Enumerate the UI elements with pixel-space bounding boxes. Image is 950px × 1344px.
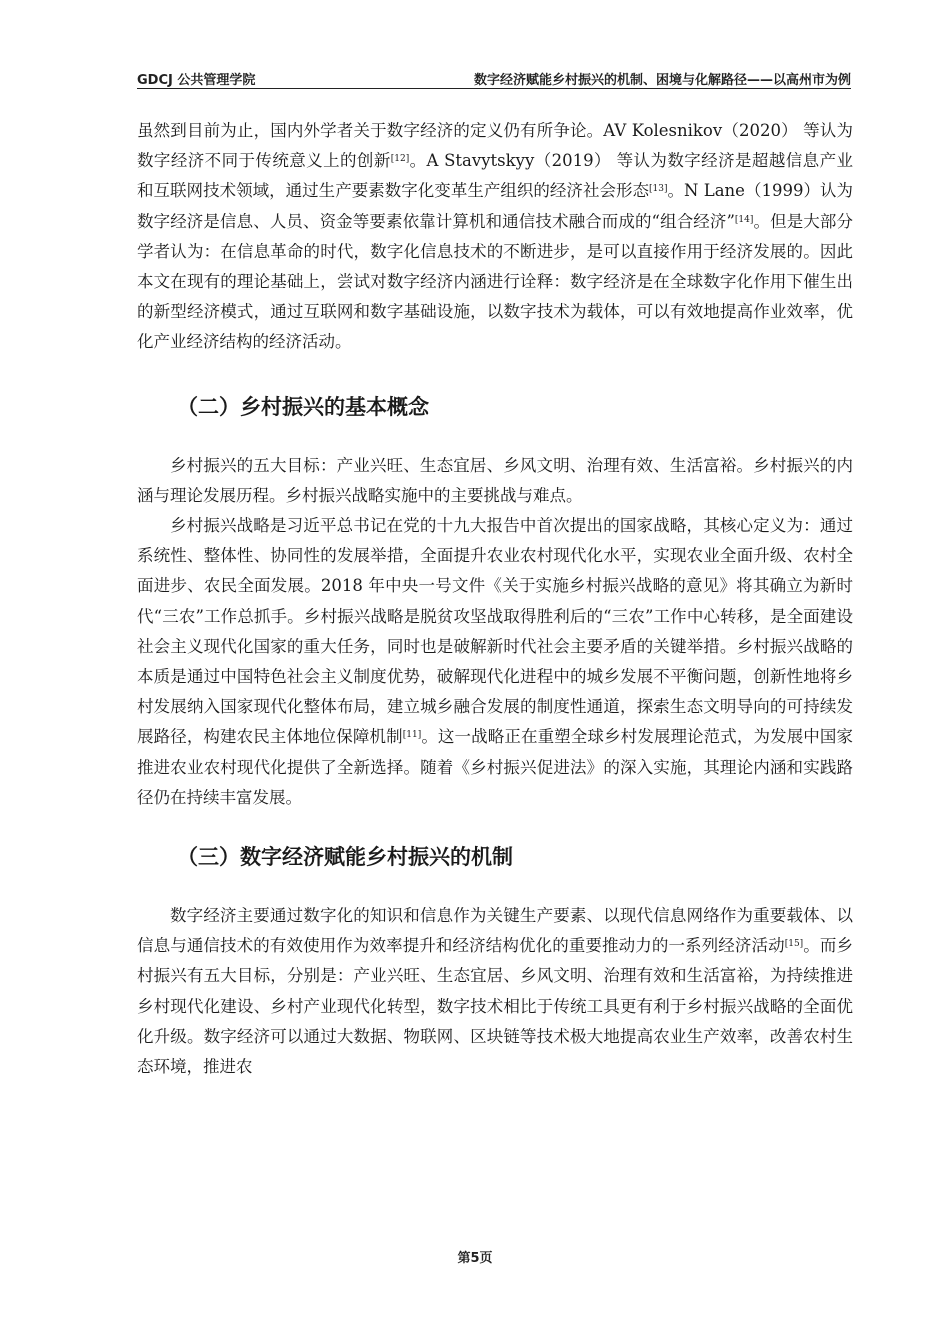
- citation: [15]: [784, 939, 804, 950]
- citation: [12]: [390, 154, 410, 165]
- page-body: [137, 116, 853, 1082]
- paragraph-five-goals: 乡村振兴的五大目标：产业兴旺、生态宜居、乡风文明、治理有效、生活富裕。乡村振兴的内涵与理论发展历程。乡村振兴战略实施中的主要挑战与难点。: [137, 455, 853, 505]
- page-header: [137, 68, 851, 89]
- section-heading-rural-revitalization: （二）乡村振兴的基本概念: [177, 394, 429, 419]
- header-institution: GDCJ 公共管理学院: [137, 73, 256, 88]
- citation: [14]: [734, 214, 754, 225]
- citation: [13]: [649, 184, 668, 195]
- paragraph-mechanism: 数字经济主要通过数字化的知识和信息作为关键生产要素、以现代信息网络作为重要载体、以信息与通信技术的有效使用作为效率提升和经济结构优化的重要推动力的一系列经济活动[15]。而乡村振兴有五大目标，分别是：产业兴旺、生态宜居、乡风文明、治理有效和生活富裕，为持续推进乡村现代化建设、乡村产业现代化转型，数字技术相比于传统工具更有利于乡村振兴战略的全面优化升级。数字经济可以通过大数据、物联网、区块链等技术极大地提高农业生产效率，改善农村生态环境，推进农: [137, 906, 854, 1077]
- page-number: 第5页: [457, 1251, 493, 1266]
- paragraph-digital-economy-definition: 虽然到目前为止，国内外学者关于数字经济的定义仍有所争论。AV Kolesnikov（2020） 等认为数字经济不同于传统意义上的创新[12]。A Stavytskyy（2019） 等认为数字经济是超越信息产业和互联网技术领域，通过生产要素数字化变革生产组织的经济社会形态[13]。N Lane（1999）认为数字经济是信息、人员、资金等要素依靠计算机和通信技术融合而成的“组合经济”[14]。但是大部分学者认为：在信息革命的时代，数字化信息技术的不断进步，是可以直接作用于经济发展的。因此本文在现有的理论基础上，尝试对数字经济内涵进行诠释：数字经济是在全球数字化作用下催生出的新型经济模式，通过互联网和数字基础设施，以数字技术为载体，可以有效地提高作业效率，优化产业经济结构的经济活动。: [137, 121, 854, 352]
- header-paper-title: 数字经济赋能乡村振兴的机制、困境与化解路径——以高州市为例: [473, 73, 851, 88]
- paragraph-strategy-definition: 乡村振兴战略是习近平总书记在党的十九大报告中首次提出的国家战略，其核心定义为：通过系统性、整体性、协同性的发展举措，全面提升农业农村现代化水平，实现农业全面升级、农村全面进步、农民全面发展。2018 年中央一号文件《关于实施乡村振兴战略的意见》将其确立为新时代“三农”工作总抓手。乡村振兴战略是脱贫攻坚战取得胜利后的“三农”工作中心转移，是全面建设社会主义现代化国家的重大任务，同时也是破解新时代社会主要矛盾的关键举措。乡村振兴战略的本质是通过中国特色社会主义制度优势，破解现代化进程中的城乡发展不平衡问题，创新性地将乡村发展纳入国家现代化整体布局，建立城乡融合发展的制度性通道，探索生态文明导向的可持续发展路径，构建农民主体地位保障机制[11]。这一战略正在重塑全球乡村发展理论范式，为发展中国家推进农业农村现代化提供了全新选择。随着《乡村振兴促进法》的深入实施，其理论内涵和实践路径仍在持续丰富发展。: [137, 516, 854, 807]
- citation: [11]: [402, 730, 422, 741]
- section-heading-mechanism: （三）数字经济赋能乡村振兴的机制: [177, 845, 513, 870]
